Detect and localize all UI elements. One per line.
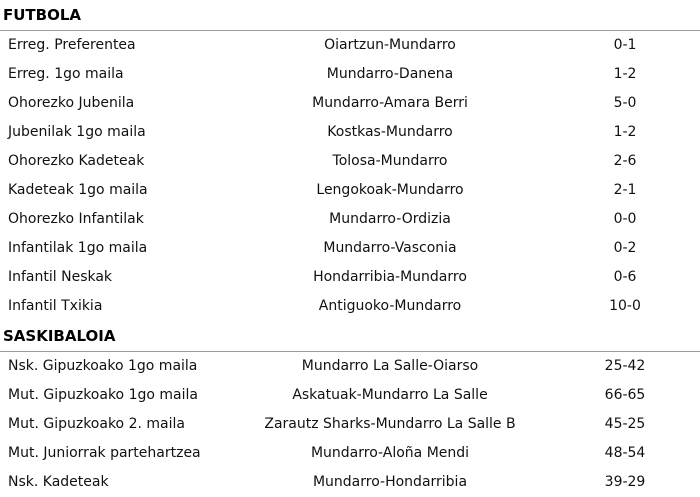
category-label: Infantil Txikia (8, 298, 103, 314)
match-teams: Kostkas-Mundarro (327, 124, 453, 140)
match-teams: Mundarro-Ordizia (329, 211, 451, 227)
result-row (0, 292, 700, 321)
result-row (0, 147, 700, 176)
result-row (0, 381, 700, 410)
match-score: 5-0 (613, 95, 637, 111)
match-score: 66-65 (604, 387, 646, 403)
match-score: 45-25 (604, 416, 646, 432)
result-row (0, 439, 700, 468)
category-label: Erreg. 1go maila (8, 66, 124, 82)
category-label: Jubenilak 1go maila (8, 124, 146, 140)
result-row (0, 205, 700, 234)
match-teams: Lengokoak-Mundarro (316, 182, 464, 198)
match-teams: Oiartzun-Mundarro (324, 37, 456, 53)
category-label: Nsk. Gipuzkoako 1go maila (8, 358, 198, 374)
match-score: 48-54 (604, 445, 646, 461)
result-row (0, 263, 700, 292)
futbola-results-table (0, 31, 700, 321)
match-score: 1-2 (613, 66, 637, 82)
match-score: 2-1 (613, 182, 637, 198)
category-label: Mut. Gipuzkoako 2. maila (8, 416, 185, 432)
category-label: Ohorezko Kadeteak (8, 153, 145, 169)
category-label: Mut. Gipuzkoako 1go maila (8, 387, 198, 403)
result-row (0, 176, 700, 205)
futbola-section-title: FUTBOLA (3, 6, 82, 24)
category-label: Kadeteak 1go maila (8, 182, 148, 198)
match-score: 0-2 (613, 240, 637, 256)
match-score: 0-1 (613, 37, 637, 53)
match-score: 1-2 (613, 124, 637, 140)
result-row (0, 352, 700, 381)
result-row (0, 468, 700, 497)
match-teams: Zarautz Sharks-Mundarro La Salle B (264, 416, 516, 432)
category-label: Nsk. Kadeteak (8, 474, 109, 490)
match-score: 0-0 (613, 211, 637, 227)
result-row (0, 410, 700, 439)
match-teams: Mundarro La Salle-Oiarso (301, 358, 479, 374)
category-label: Infantilak 1go maila (8, 240, 148, 256)
match-score: 10-0 (609, 298, 641, 314)
result-row (0, 89, 700, 118)
match-score: 25-42 (604, 358, 646, 374)
result-row (0, 31, 700, 60)
result-row (0, 234, 700, 263)
match-score: 2-6 (613, 153, 637, 169)
match-teams: Mundarro-Aloña Mendi (310, 445, 470, 461)
category-label: Ohorezko Infantilak (8, 211, 144, 227)
category-label: Mut. Juniorrak partehartzea (8, 445, 201, 461)
match-teams: Mundarro-Vasconia (323, 240, 457, 256)
result-row (0, 118, 700, 147)
match-teams: Mundarro-Amara Berri (312, 95, 468, 111)
match-score: 39-29 (604, 474, 646, 490)
saskibaloia-results-table (0, 352, 700, 497)
match-teams: Antiguoko-Mundarro (318, 298, 462, 314)
match-teams: Tolosa-Mundarro (332, 153, 448, 169)
category-label: Erreg. Preferentea (8, 37, 136, 53)
category-label: Infantil Neskak (8, 269, 113, 285)
match-teams: Mundarro-Hondarribia (312, 474, 468, 490)
category-label: Ohorezko Jubenila (8, 95, 135, 111)
match-teams: Hondarribia-Mundarro (313, 269, 467, 285)
match-teams: Mundarro-Danena (326, 66, 454, 82)
saskibaloia-section-title: SASKIBALOIA (3, 327, 116, 345)
match-score: 0-6 (613, 269, 637, 285)
result-row (0, 60, 700, 89)
match-teams: Askatuak-Mundarro La Salle (292, 387, 488, 403)
